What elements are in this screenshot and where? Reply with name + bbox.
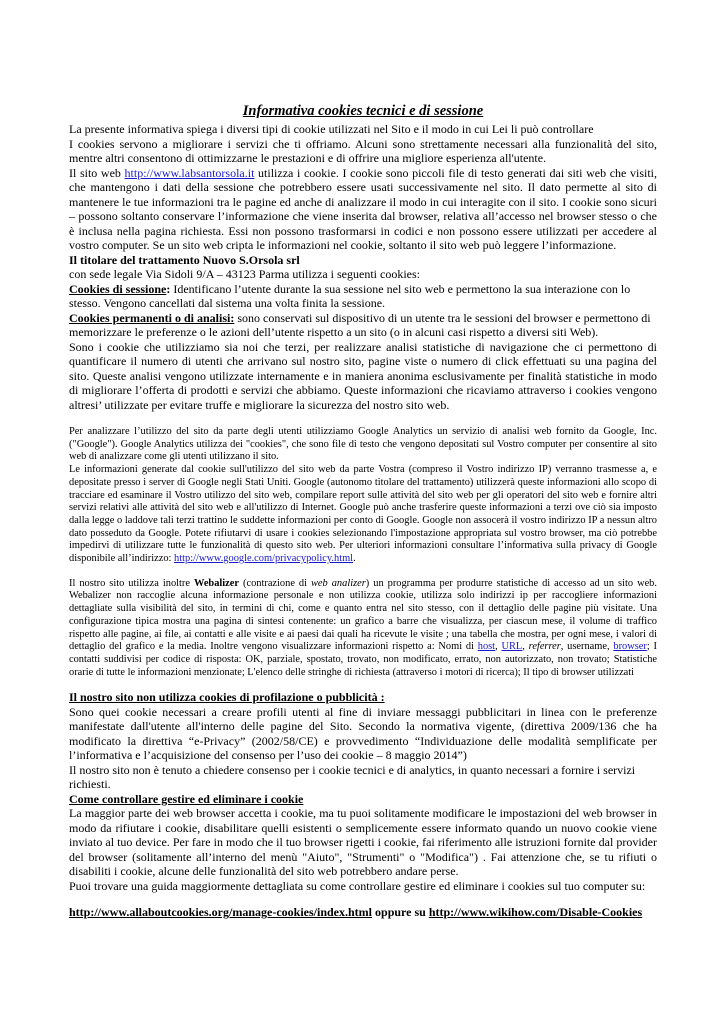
owner-address: con sede legale Via Sidoli 9/A – 43123 Parma utilizza i seguenti cookies: [69,267,420,281]
referrer-text: referrer [528,641,561,653]
permanent-cookies-paragraph [69,311,657,340]
site-paragraph [69,166,657,253]
profiling-heading: Il nostro sito non utilizza cookies di profilazione o pubblicità : [69,690,385,705]
permanent-cookies-text: sono conservati sul dispositivo di un utente tra le sessioni del browser e permettono di memorizzare le preferenze o le azioni dell’utente rispetto a un sito (o in alcuni casi rispetto a diversi siti Web). [69,310,651,339]
spacer [69,893,657,905]
google-privacy-link[interactable]: http://www.google.com/privacypolicy.html [174,553,354,565]
webalizer-paragraph [69,578,657,680]
site-link[interactable]: http://www.labsantorsola.it [124,165,255,180]
session-cookies-paragraph [69,282,657,311]
site-text-pre: Il sito web [69,165,125,180]
allaboutcookies-link[interactable]: http://www.allaboutcookies.org/manage-cookies/index.html [69,905,373,920]
browser-link[interactable]: browser [613,641,647,653]
session-cookies-colon: : [166,281,171,296]
manage-paragraph: La maggior parte dei web browser accetta i cookie, ma tu puoi solitamente modificare le impostazioni del web browser in modo da rifiutare i cookie, disabilitare quelli esistenti o semplicemente essere informato quando un nuovo cookie viene inviato al tuo device. Per fare in modo che il tuo browser rigetti i cookie, fai riferimento alle istruzioni fornite dal provider del browser (solitamente all’interno del menù "Aiuto", "Strumenti" o "Modifica") . Fai attenzione che, se tu rifiuti o disabiliti i cookie, alcune delle funzionalità del sito web potrebbero andare perse. [69,806,657,879]
spacer [69,566,657,578]
owner-heading: Il titolare del trattamento Nuovo S.Orsola srl [69,252,300,267]
consent-paragraph: Il nostro sito non è tenuto a chiedere consenso per i cookie tecnici e di analytics, in quanto necessari a fornire i servizi richiesti. [69,762,636,792]
webalizer-sep-2: , [522,641,529,653]
webalizer-text-5: ; I contatti suddivisi per codice di risposta: OK, parziale, spostato, trovato, non modificato, errato, non autorizzato, non trovato; Statistiche orarie di tutte le informazioni menzionate; L'elenco delle stringhe di richiesta (attraverso i motori di ricerca); Il tipo di browser utilizzati [69,641,657,678]
site-text-post: utilizza i cookie. I cookie sono piccoli file di testo generati dai siti web che visiti, che mantengono i dati della sessione che potrebbero essere usati successivamente nel sito. Il dato permette al sito di mantenere le tue informazioni tra le pagine ed anche di analizzare il modo in cui interagite con il sito. I cookie sono sicuri – possono soltanto conservare l’informazione che viene inserita dal browser, relativa all’accesso nel browser stesso o che è inclusa nella pagina richiesta. Essi non possono trasformarsi in codici e non possono essere utilizzati per accedere al vostro computer. Se un sito web cripta le informazioni nel cookie, soltanto il sito web può leggere l’informazione. [69,165,657,252]
intro-line: La presente informativa spiega i diversi tipi di cookie utilizzati nel Sito e il modo in cui Lei li può controllare [69,122,594,136]
webalizer-text-4: , username, [560,641,614,653]
webalizer-text-1: Il nostro sito utilizza inoltre [69,577,194,589]
spacer [69,679,657,690]
guide-paragraph: Puoi trovare una guida maggiormente dettagliata su come controllare gestire ed eliminare i cookies sul tuo computer su: [69,878,646,893]
final-links-line [69,905,657,920]
third-party-paragraph: Sono i cookie che utilizziamo sia noi che terzi, per realizzare analisi statistiche di navigazione che ci permettono di quantificare il numero di utenti che arrivano sul nostro sito, pagine viste o numero di click effettuati su una pagina del sito. Queste analisi vengono utilizzate internamente e in maniera anonima esclusivamente per finalità statistiche in modo di migliorare l’offerta di prodotti e servizi che abbiamo. Queste informazioni che ricaviamo attraverso i cookies vengono altresi’ utilizzate per evitare truffe e migliorare la sicurezza del nostro sito web. [69,339,657,412]
analytics-paragraph-2 [69,464,657,566]
webalizer-text-3: ) un programma per produrre statistiche di accesso ad un sito web. Webalizer non raccoglie alcuna informazione personale e non utilizza cookie, utilizza solo indirizzi ip per raccogliere informazioni dettagliate sulla visibilità del sito, in termini di chi, come e quanto entra nel sito stesso, con il dettaglio delle pagine più visitate. Una configurazione tipica mostra una pagina di sintesi contenente: un grafico a barre che visualizza, per ciascun mese, il volume di traffico rispetto alle pagine, ai file, ai contatti e alle visite e ai paesi dai quali ha ricevute le visite ; una tabella che mostra, per ogni mese, i valori di dettaglio del grafico e la media. Inoltre vengono visualizzare informazioni rispetto a: Nomi di [69,577,657,653]
webalizer-name: Webalizer [194,577,240,589]
permanent-cookies-label: Cookies permanenti o di analisi: [69,310,235,325]
session-cookies-text: Identificano l’utente durante la sua sessione nel sito web e permettono la sua interazione con lo stesso. Vengono cancellati dal sistema una volta finita la sessione. [69,281,631,310]
final-links-middle: oppure su [372,905,429,920]
session-cookies-label: Cookies di sessione [69,281,167,296]
intro-paragraph: I cookies servono a migliorare i servizi che ti offriamo. Alcuni sono strettamente necessari alla funzionalità del sito, mentre altri consentono di ottimizzarne le prestazioni e di offrire una migliore esperienza all'utente. [69,136,657,165]
webalizer-italic: web analizer [311,577,366,589]
webalizer-text-2: (contrazione di [239,577,311,589]
wikihow-link[interactable]: http://www.wikihow.com/Disable-Cookies [428,905,643,920]
url-link[interactable]: URL [501,641,523,653]
analytics-text-post: . [353,553,356,565]
profiling-paragraph: Sono quei cookie necessari a creare profili utenti al fine di inviare messaggi pubblicitari in linea con le preferenze manifestate dall'utente all'interno delle pagine del Sito. Secondo la normativa vigente, (direttiva 2009/136 che ha modificato la direttiva “e-Privacy” (2002/58/CE) e provvedimento “Individuazione delle modalità semplificate per l’informativa e l’acquisizione del consenso per l’uso dei cookie – 8 maggio 2014”) [69,704,657,763]
page-title: Informativa cookies tecnici e di sessione [242,103,484,119]
document-page [69,103,657,920]
analytics-paragraph-1: Per analizzare l’utilizzo del sito da parte degli utenti utilizziamo Google Analytics un servizio di analisi web fornito da Google, Inc. ("Google"). Google Analytics utilizza dei "cookies", che sono file di testo che vengono depositati sul Vostro computer per consentire al sito web di analizzare come gli utenti utilizzano il sito. [69,426,657,463]
host-link[interactable]: host [477,641,496,653]
analytics-text-pre: Le informazioni generate dal cookie sull'utilizzo del sito web da parte Vostra (compreso il Vostro indirizzo IP) verranno trasmesse a, e depositate presso i server di Google negli Stati Uniti. Google (autonomo titolare del trattamento) utilizzerà queste informazioni allo scopo di tracciare ed esaminare il Vostro utilizzo del sito web, compilare report sulle attività del sito web per gli operatori del sito web e fornire altri servizi relativi alle attività del sito web e all'utilizzo di Internet. Google può anche trasferire queste informazioni a terzi ove ciò sia imposto dalla legge o laddove tali terzi trattino le suddette informazioni per conto di Google. Google non assocerà il vostro indirizzo IP a nessun altro dato posseduto da Google. Potete rifiutarvi di usare i cookies selezionando l'impostazione appropriata sul vostro browser, ma ciò potrebbe impedirvi di utilizzare tutte le funzionalità di questo sito web. Per ulteriori informazioni consultare l’informativa sulla privacy di Google disponibile all’indirizzo: [69,464,657,565]
webalizer-sep-1: , [495,641,502,653]
manage-heading: Come controllare gestire ed eliminare i cookie [69,791,304,806]
spacer [69,412,657,426]
